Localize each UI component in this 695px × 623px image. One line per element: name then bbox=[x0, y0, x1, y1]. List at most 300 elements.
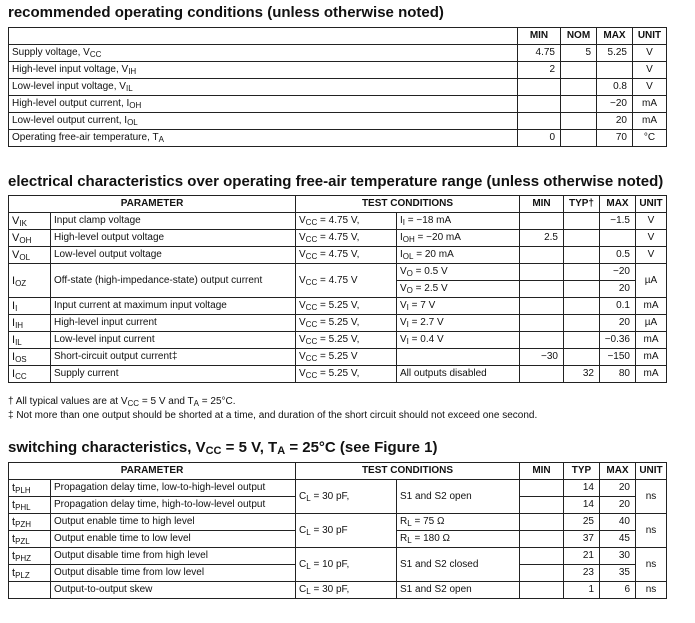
rec-param-main: High-level input voltage, V bbox=[12, 64, 129, 75]
elec-cond1-tail: = 5.25 V, bbox=[317, 334, 360, 345]
sw-max: 45 bbox=[600, 531, 636, 548]
rec-title: recommended operating conditions (unless otherwise noted) bbox=[8, 4, 444, 21]
elec-max: −1.5 bbox=[600, 213, 636, 230]
rec-param-sub: OL bbox=[127, 118, 138, 127]
elec-typ bbox=[564, 281, 600, 298]
sw-symbol bbox=[9, 480, 51, 497]
rec-row bbox=[9, 113, 667, 130]
sw-max: 20 bbox=[600, 480, 636, 497]
sw-title-a: switching characteristics, V bbox=[8, 439, 206, 456]
sw-title-sub2: A bbox=[277, 445, 286, 457]
elec-symbol-sub: CC bbox=[15, 372, 27, 381]
sw-desc: Output enable time to low level bbox=[51, 531, 296, 548]
elec-symbol bbox=[9, 298, 51, 315]
sw-typ: 37 bbox=[564, 531, 600, 548]
rec-row bbox=[9, 79, 667, 96]
elec-row-ioz bbox=[9, 264, 667, 281]
elec-desc: Input current at maximum input voltage bbox=[51, 298, 296, 315]
elec-typ: 32 bbox=[564, 366, 600, 383]
sw-typ: 1 bbox=[564, 582, 600, 599]
elec-row bbox=[9, 247, 667, 264]
elec-cond2-tail: = 2.5 V bbox=[412, 283, 448, 294]
rec-nom: 5 bbox=[561, 45, 597, 62]
elec-cond2 bbox=[397, 315, 520, 332]
rec-min bbox=[518, 79, 561, 96]
elec-header-max: MAX bbox=[600, 196, 636, 213]
elec-cond2-tail: = 7 V bbox=[408, 300, 436, 311]
rec-param bbox=[9, 45, 518, 62]
elec-cond1-main: V bbox=[299, 368, 306, 379]
elec-cond2-main: V bbox=[400, 317, 407, 328]
elec-header-typ: TYP† bbox=[564, 196, 600, 213]
sw-header-typ: TYP bbox=[564, 463, 600, 480]
elec-typ bbox=[564, 315, 600, 332]
elec-symbol-main: V bbox=[12, 215, 20, 227]
sw-cond2 bbox=[397, 514, 520, 531]
sw-min bbox=[520, 582, 564, 599]
elec-cond2-sub: I bbox=[402, 218, 406, 227]
elec-cond1-tail: = 5.25 V, bbox=[317, 368, 360, 379]
sw-header-unit: UNIT bbox=[636, 463, 667, 480]
sw-title-b: = 5 V, T bbox=[221, 439, 278, 456]
sw-row bbox=[9, 514, 667, 531]
sw-desc: Output enable time to high level bbox=[51, 514, 296, 531]
elec-cond1-sub: CC bbox=[305, 252, 318, 261]
sw-symbol-sub: PZH bbox=[15, 520, 32, 529]
sw-cond1-main: C bbox=[299, 490, 307, 502]
rec-param-main: High-level output current, I bbox=[12, 98, 130, 109]
elec-cond2-main: I bbox=[400, 215, 403, 226]
elec-cond1 bbox=[296, 349, 397, 366]
elec-cond2-tail: = 0.4 V bbox=[408, 334, 444, 345]
elec-cond2 bbox=[397, 230, 520, 247]
rec-unit: V bbox=[633, 79, 667, 96]
elec-symbol-main: I bbox=[12, 274, 16, 287]
sw-symbol-main: t bbox=[12, 499, 16, 511]
elec-cond2-main: V bbox=[400, 266, 407, 277]
sw-symbol-main: t bbox=[12, 567, 16, 579]
footnote-typical-a: † All typical values are at V bbox=[8, 396, 128, 407]
rec-param bbox=[9, 62, 518, 79]
rec-header-unit: UNIT bbox=[633, 28, 667, 45]
sw-typ: 14 bbox=[564, 497, 600, 514]
sw-cond2: S1 and S2 open bbox=[397, 480, 520, 514]
elec-typ bbox=[564, 349, 600, 366]
sw-symbol-sub: PHL bbox=[15, 503, 31, 512]
elec-cond1-tail: = 5.25 V bbox=[317, 351, 358, 362]
elec-symbol-main: I bbox=[12, 300, 16, 312]
elec-cond1-tail: = 4.75 V, bbox=[317, 215, 360, 226]
elec-unit: µA bbox=[636, 315, 667, 332]
elec-cond1 bbox=[296, 332, 397, 349]
elec-unit: mA bbox=[636, 332, 667, 349]
rec-table bbox=[8, 27, 667, 147]
sw-table bbox=[8, 462, 667, 599]
sw-symbol-sub: PLZ bbox=[15, 571, 30, 580]
sw-cond1-sub: L bbox=[306, 587, 311, 596]
sw-symbol-sub: PLH bbox=[15, 486, 31, 495]
rec-nom bbox=[561, 96, 597, 113]
elec-symbol-sub: OS bbox=[15, 355, 27, 364]
elec-symbol bbox=[9, 213, 51, 230]
elec-header-param: PARAMETER bbox=[9, 196, 296, 213]
elec-cond1-sub: CC bbox=[305, 303, 318, 312]
rec-row bbox=[9, 62, 667, 79]
elec-unit: V bbox=[636, 230, 667, 247]
sw-unit: ns bbox=[636, 480, 667, 514]
sw-title-sub1: CC bbox=[205, 445, 222, 457]
elec-min bbox=[520, 298, 564, 315]
elec-symbol bbox=[9, 230, 51, 247]
sw-min bbox=[520, 565, 564, 582]
elec-symbol bbox=[9, 332, 51, 349]
rec-param-sub: CC bbox=[89, 50, 102, 59]
elec-table bbox=[8, 195, 667, 383]
elec-cond1-main: V bbox=[299, 215, 306, 226]
sw-cond2-tail: = 180 Ω bbox=[411, 533, 451, 544]
elec-max bbox=[600, 230, 636, 247]
elec-symbol bbox=[9, 366, 51, 383]
elec-max: 80 bbox=[600, 366, 636, 383]
sw-cond1 bbox=[296, 582, 397, 599]
elec-row bbox=[9, 230, 667, 247]
elec-header-unit: UNIT bbox=[636, 196, 667, 213]
sw-symbol bbox=[9, 514, 51, 531]
sw-symbol-main: t bbox=[12, 550, 16, 562]
elec-unit: V bbox=[636, 247, 667, 264]
elec-cond2-tail: = 20 mA bbox=[413, 249, 454, 260]
elec-symbol-main: I bbox=[12, 351, 16, 363]
sw-max: 40 bbox=[600, 514, 636, 531]
footnote-typical bbox=[8, 396, 236, 407]
elec-header-min: MIN bbox=[520, 196, 564, 213]
sw-cond1-tail: = 10 pF, bbox=[310, 558, 350, 570]
sw-cond1-main: C bbox=[299, 558, 307, 570]
rec-header-nom: NOM bbox=[561, 28, 597, 45]
elec-cond1 bbox=[296, 213, 397, 230]
elec-cond1-main: V bbox=[299, 351, 306, 362]
rec-param-sub: OH bbox=[129, 101, 142, 110]
elec-cond1-main: V bbox=[299, 300, 306, 311]
rec-nom bbox=[561, 62, 597, 79]
sw-desc: Output disable time from high level bbox=[51, 548, 296, 565]
sw-min bbox=[520, 548, 564, 565]
sw-max: 6 bbox=[600, 582, 636, 599]
sw-desc: Propagation delay time, high-to-low-level output bbox=[51, 497, 296, 514]
elec-cond2-sub: I bbox=[406, 337, 409, 346]
rec-unit: mA bbox=[633, 96, 667, 113]
rec-nom bbox=[561, 130, 597, 147]
sw-row bbox=[9, 582, 667, 599]
rec-nom bbox=[561, 113, 597, 130]
sw-symbol-sub: PHZ bbox=[15, 554, 32, 563]
elec-cond1-sub: CC bbox=[305, 354, 318, 363]
rec-min: 2 bbox=[518, 62, 561, 79]
elec-row bbox=[9, 349, 667, 366]
sw-typ: 25 bbox=[564, 514, 600, 531]
elec-cond1-main: V bbox=[299, 274, 306, 286]
elec-symbol-sub: I bbox=[15, 304, 18, 313]
sw-symbol-main: t bbox=[12, 516, 16, 528]
elec-cond1 bbox=[296, 315, 397, 332]
rec-row bbox=[9, 130, 667, 147]
sw-header-row bbox=[9, 463, 667, 480]
footnote-short-circuit: ‡ Not more than one output should be shorted at a time, and duration of the short circuit should not exceed one second. bbox=[8, 410, 538, 421]
rec-min: 4.75 bbox=[518, 45, 561, 62]
sw-row bbox=[9, 480, 667, 497]
rec-row bbox=[9, 45, 667, 62]
sw-cond2-sub: L bbox=[407, 536, 412, 545]
elec-desc: Low-level output voltage bbox=[51, 247, 296, 264]
elec-cond1-sub: CC bbox=[305, 371, 318, 380]
elec-max: −150 bbox=[600, 349, 636, 366]
elec-symbol-sub: OZ bbox=[15, 278, 27, 288]
elec-cond1-main: V bbox=[299, 334, 306, 345]
rec-max: 0.8 bbox=[597, 79, 633, 96]
elec-cond2-main: I bbox=[400, 232, 403, 243]
elec-symbol-sub: OL bbox=[19, 253, 31, 262]
rec-unit: °C bbox=[633, 130, 667, 147]
elec-max: −0.36 bbox=[600, 332, 636, 349]
elec-row bbox=[9, 213, 667, 230]
sw-desc: Output-to-output skew bbox=[51, 582, 296, 599]
elec-max: 0.1 bbox=[600, 298, 636, 315]
elec-cond1-main: V bbox=[299, 232, 306, 243]
elec-cond2-sub: O bbox=[406, 269, 413, 278]
elec-title: electrical characteristics over operating free-air temperature range (unless otherwise noted) bbox=[8, 173, 664, 190]
elec-typ bbox=[564, 298, 600, 315]
sw-symbol bbox=[9, 565, 51, 582]
rec-nom bbox=[561, 79, 597, 96]
elec-desc: Input clamp voltage bbox=[51, 213, 296, 230]
sw-typ: 21 bbox=[564, 548, 600, 565]
rec-max: 5.25 bbox=[597, 45, 633, 62]
elec-cond2-tail: = 0.5 V bbox=[412, 266, 448, 277]
elec-max: 20 bbox=[600, 281, 636, 298]
elec-cond2-sub: I bbox=[406, 320, 409, 329]
rec-max: 70 bbox=[597, 130, 633, 147]
rec-min bbox=[518, 96, 561, 113]
sw-cond1 bbox=[296, 480, 397, 514]
elec-typ bbox=[564, 247, 600, 264]
elec-cond1-main: V bbox=[299, 317, 306, 328]
rec-param bbox=[9, 113, 518, 130]
sw-cond1-main: C bbox=[299, 584, 307, 595]
elec-cond2 bbox=[397, 332, 520, 349]
elec-header-row bbox=[9, 196, 667, 213]
sw-cond1-tail: = 30 pF, bbox=[310, 490, 350, 502]
sw-symbol-main: t bbox=[12, 482, 16, 494]
elec-min: 2.5 bbox=[520, 230, 564, 247]
rec-unit: mA bbox=[633, 113, 667, 130]
elec-min bbox=[520, 366, 564, 383]
sw-cond1-tail: = 30 pF, bbox=[310, 584, 350, 595]
sw-typ: 23 bbox=[564, 565, 600, 582]
elec-row bbox=[9, 315, 667, 332]
sw-cond1-tail: = 30 pF bbox=[310, 524, 348, 536]
rec-max: 20 bbox=[597, 113, 633, 130]
rec-param-main: Operating free-air temperature, T bbox=[12, 132, 159, 143]
sw-header-min: MIN bbox=[520, 463, 564, 480]
elec-symbol-main: I bbox=[12, 317, 16, 329]
elec-min bbox=[520, 213, 564, 230]
sw-max: 20 bbox=[600, 497, 636, 514]
sw-cond1-sub: L bbox=[306, 561, 311, 571]
sw-cond2-sub: L bbox=[407, 519, 412, 528]
sw-cond2: S1 and S2 open bbox=[397, 582, 520, 599]
elec-cond1 bbox=[296, 298, 397, 315]
elec-cond2 bbox=[397, 247, 520, 264]
rec-param-sub: A bbox=[158, 135, 164, 144]
elec-typ bbox=[564, 264, 600, 281]
elec-symbol bbox=[9, 264, 51, 298]
rec-param-sub: IH bbox=[128, 67, 137, 76]
sw-cond1 bbox=[296, 514, 397, 548]
elec-symbol-main: I bbox=[12, 334, 16, 346]
rec-unit: V bbox=[633, 45, 667, 62]
sw-symbol bbox=[9, 497, 51, 514]
sw-header-max: MAX bbox=[600, 463, 636, 480]
elec-cond2-sub: I bbox=[406, 303, 409, 312]
rec-param bbox=[9, 96, 518, 113]
sw-min bbox=[520, 497, 564, 514]
elec-row bbox=[9, 298, 667, 315]
sw-symbol bbox=[9, 531, 51, 548]
rec-param-main: Supply voltage, V bbox=[12, 47, 90, 58]
elec-cond1 bbox=[296, 230, 397, 247]
rec-header-max: MAX bbox=[597, 28, 633, 45]
sw-min bbox=[520, 480, 564, 497]
elec-symbol-sub: IK bbox=[19, 219, 27, 228]
elec-desc: Supply current bbox=[51, 366, 296, 383]
rec-max: −20 bbox=[597, 96, 633, 113]
elec-unit: mA bbox=[636, 366, 667, 383]
sw-title bbox=[8, 439, 437, 456]
elec-unit: mA bbox=[636, 298, 667, 315]
elec-header-cond: TEST CONDITIONS bbox=[296, 196, 520, 213]
sw-cond2-tail: = 75 Ω bbox=[411, 516, 445, 527]
sw-unit: ns bbox=[636, 582, 667, 599]
elec-unit: V bbox=[636, 213, 667, 230]
rec-header-min: MIN bbox=[518, 28, 561, 45]
rec-min bbox=[518, 113, 561, 130]
rec-header-param bbox=[9, 28, 518, 45]
elec-symbol bbox=[9, 247, 51, 264]
rec-param bbox=[9, 130, 518, 147]
elec-cond1-sub: CC bbox=[305, 235, 318, 244]
sw-min bbox=[520, 531, 564, 548]
elec-cond2 bbox=[397, 281, 520, 298]
sw-header-param: PARAMETER bbox=[9, 463, 296, 480]
elec-cond2-tail: = 2.7 V bbox=[408, 317, 444, 328]
elec-min: −30 bbox=[520, 349, 564, 366]
elec-symbol-main: V bbox=[12, 249, 20, 261]
rec-unit: V bbox=[633, 62, 667, 79]
rec-param-sub: IL bbox=[125, 84, 133, 93]
footnote-typical-sub2: A bbox=[193, 399, 199, 408]
elec-cond1-main: V bbox=[299, 249, 306, 260]
elec-cond1 bbox=[296, 264, 397, 298]
sw-cond1-main: C bbox=[299, 524, 307, 536]
elec-cond1-tail: = 4.75 V, bbox=[317, 232, 360, 243]
elec-desc: High-level input current bbox=[51, 315, 296, 332]
sw-max: 35 bbox=[600, 565, 636, 582]
elec-cond2 bbox=[397, 349, 520, 366]
elec-cond2-tail: = −18 mA bbox=[405, 215, 452, 226]
elec-cond1-tail: = 4.75 V, bbox=[317, 249, 360, 260]
sw-cond2 bbox=[397, 531, 520, 548]
elec-max: 0.5 bbox=[600, 247, 636, 264]
sw-cond1-sub: L bbox=[306, 527, 311, 537]
sw-cond2-main: R bbox=[400, 533, 408, 544]
elec-cond1 bbox=[296, 247, 397, 264]
sw-symbol-main: t bbox=[12, 533, 16, 545]
elec-symbol-sub: IH bbox=[15, 321, 24, 330]
elec-cond1-tail: = 5.25 V, bbox=[317, 317, 360, 328]
elec-cond1-sub: CC bbox=[305, 320, 318, 329]
sw-symbol bbox=[9, 582, 51, 599]
elec-cond1-tail: = 4.75 V bbox=[317, 274, 358, 286]
footnote-typical-c: = 25°C. bbox=[199, 396, 236, 407]
elec-desc: Short-circuit output current‡ bbox=[51, 349, 296, 366]
elec-row bbox=[9, 332, 667, 349]
sw-desc: Propagation delay time, low-to-high-level output bbox=[51, 480, 296, 497]
sw-cond2: S1 and S2 closed bbox=[397, 548, 520, 582]
elec-cond2 bbox=[397, 264, 520, 281]
footnote-typical-sub1: CC bbox=[127, 399, 140, 408]
rec-param-main: Low-level output current, I bbox=[12, 115, 128, 126]
sw-desc: Output disable time from low level bbox=[51, 565, 296, 582]
elec-min bbox=[520, 264, 564, 281]
sw-max: 30 bbox=[600, 548, 636, 565]
sw-header-cond: TEST CONDITIONS bbox=[296, 463, 520, 480]
sw-cond1-sub: L bbox=[306, 493, 311, 503]
elec-max: −20 bbox=[600, 264, 636, 281]
elec-cond1 bbox=[296, 366, 397, 383]
sw-title-c: = 25°C (see Figure 1) bbox=[285, 439, 438, 456]
elec-desc: Off-state (high-impedance-state) output current bbox=[51, 264, 296, 298]
elec-typ bbox=[564, 332, 600, 349]
sw-cond2-main: R bbox=[400, 516, 408, 527]
elec-symbol-sub: IL bbox=[15, 338, 22, 347]
elec-symbol bbox=[9, 349, 51, 366]
rec-max bbox=[597, 62, 633, 79]
elec-desc: Low-level input current bbox=[51, 332, 296, 349]
elec-unit: µA bbox=[636, 264, 667, 298]
rec-row bbox=[9, 96, 667, 113]
sw-typ: 14 bbox=[564, 480, 600, 497]
elec-typ bbox=[564, 230, 600, 247]
elec-cond1-sub: CC bbox=[305, 277, 318, 287]
footnote-typical-b: = 5 V and T bbox=[139, 396, 194, 407]
elec-symbol-main: V bbox=[12, 232, 20, 244]
elec-cond2-sub: OL bbox=[402, 252, 414, 261]
elec-min bbox=[520, 281, 564, 298]
rec-min: 0 bbox=[518, 130, 561, 147]
elec-symbol-main: I bbox=[12, 368, 16, 380]
rec-param-main: Low-level input voltage, V bbox=[12, 81, 126, 92]
elec-min bbox=[520, 315, 564, 332]
sw-unit: ns bbox=[636, 548, 667, 582]
elec-cond1-tail: = 5.25 V, bbox=[317, 300, 360, 311]
sw-min bbox=[520, 514, 564, 531]
rec-header-row bbox=[9, 28, 667, 45]
elec-cond2 bbox=[397, 298, 520, 315]
sw-symbol bbox=[9, 548, 51, 565]
sw-symbol-sub: PZL bbox=[15, 537, 30, 546]
elec-max: 20 bbox=[600, 315, 636, 332]
sw-cond1 bbox=[296, 548, 397, 582]
